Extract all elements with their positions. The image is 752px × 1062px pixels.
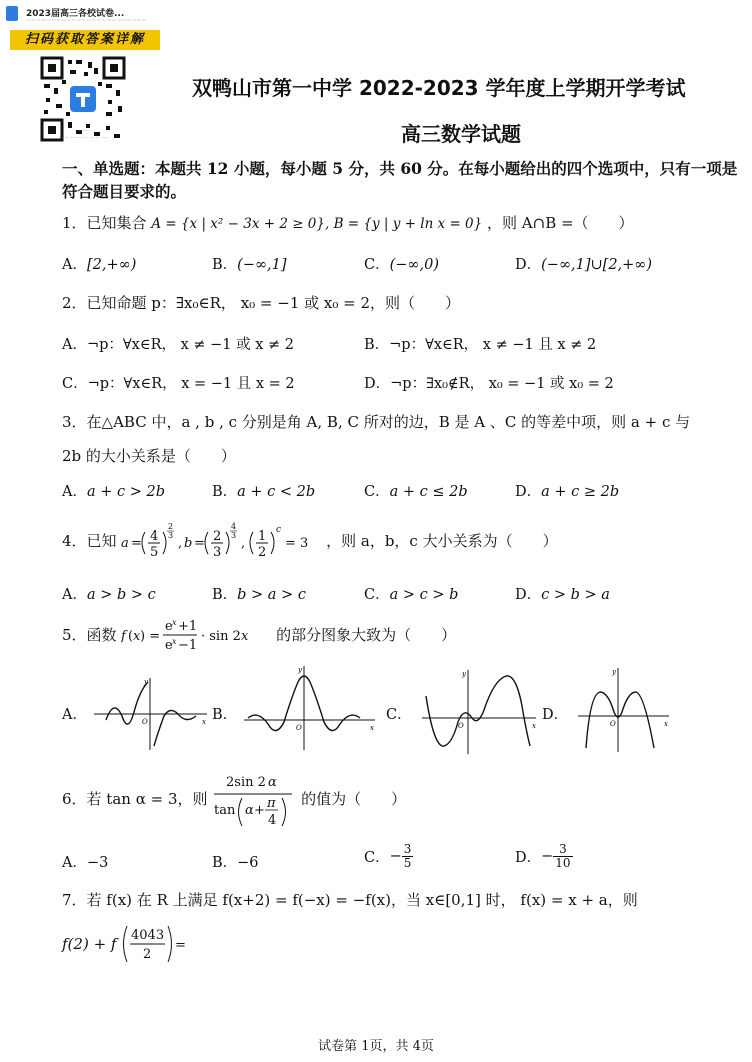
svg-text:+1: +1	[178, 619, 198, 634]
qr-doc-header	[2, 4, 162, 24]
option-text: ¬p：∀x∈R， x ≠ −1 且 x ≠ 2	[389, 337, 597, 353]
option-label: D．	[364, 376, 391, 392]
q2-option-b[interactable]	[364, 333, 596, 354]
svg-text:O: O	[296, 724, 302, 732]
svg-text:1: 1	[258, 529, 267, 544]
svg-text:(: (	[128, 629, 134, 644]
svg-text:4043: 4043	[131, 928, 165, 943]
svg-text:x: x	[133, 629, 141, 644]
svg-text:2: 2	[213, 529, 222, 544]
exam-subtitle: 高三数学试题	[401, 122, 521, 146]
question-4-formula	[121, 520, 321, 564]
svg-text:=: =	[194, 536, 206, 551]
svg-text:) =: ) =	[140, 629, 161, 644]
option-label: D．	[515, 257, 542, 273]
svg-text:3: 3	[168, 531, 174, 540]
svg-text:,: ,	[178, 536, 183, 551]
option-label: C．	[364, 257, 390, 273]
svg-text:4: 4	[150, 529, 159, 544]
option-text: b > a > c	[237, 587, 306, 603]
q5-option-b-graph[interactable]	[240, 662, 380, 752]
option-label: C．	[364, 850, 390, 866]
option-label: A．	[62, 484, 87, 500]
q3-option-d[interactable]	[515, 480, 619, 501]
q5-option-b-label[interactable]: B．	[212, 707, 238, 723]
svg-text:e: e	[165, 638, 174, 653]
question-1-prefix: 1．已知集合	[62, 214, 147, 232]
option-label: A．	[62, 257, 87, 273]
q6-option-a[interactable]	[62, 851, 108, 872]
q4-option-c[interactable]	[364, 583, 458, 604]
option-text: ¬p：∀x∈R， x = −1 且 x = 2	[87, 376, 295, 392]
q1-option-c[interactable]	[364, 253, 439, 274]
q6-option-c[interactable]	[364, 843, 413, 870]
question-3-stem-line2: 2b 的大小关系是（ ）	[62, 447, 236, 465]
q4-option-d[interactable]	[515, 583, 610, 604]
question-7-formula	[121, 922, 191, 966]
svg-text:5: 5	[150, 545, 159, 560]
q3-option-c[interactable]	[364, 480, 468, 501]
page-footer: 试卷第 1页，共 4页	[318, 1039, 434, 1054]
option-label: B．	[212, 587, 238, 603]
option-text: −3	[86, 855, 109, 871]
svg-text:y: y	[298, 666, 302, 674]
q1-option-d[interactable]	[515, 253, 652, 274]
q2-option-c[interactable]	[62, 372, 295, 393]
svg-text:3: 3	[231, 531, 237, 540]
svg-text:2sin 2: 2sin 2	[226, 775, 267, 790]
option-text: ¬p：∀x∈R， x ≠ −1 或 x ≠ 2	[86, 337, 295, 353]
svg-text:+: +	[254, 803, 266, 818]
svg-text:O: O	[458, 722, 464, 730]
question-7-prefix: f(2) + f	[62, 935, 117, 953]
qr-footnote: ······ ·· ·· ······ ·· ·· ·· ····	[59, 128, 109, 142]
option-label: B．	[212, 257, 238, 273]
svg-text:O: O	[142, 718, 148, 726]
svg-text:x: x	[664, 720, 668, 728]
option-text: a + c < 2b	[237, 484, 316, 500]
svg-text:π: π	[267, 796, 276, 811]
option-text: a > c > b	[389, 587, 459, 603]
svg-text:3: 3	[213, 545, 222, 560]
q5-option-c-label[interactable]: C．	[386, 707, 412, 723]
svg-text:a: a	[121, 536, 130, 551]
svg-text:=: =	[131, 536, 143, 551]
question-3-stem-line1: 3．在△ABC 中，a , b , c 分别是角 A, B, C 所对的边，B 是 A 、C 的等差中项，则 a + c 与	[62, 413, 691, 431]
svg-text:f: f	[121, 629, 127, 644]
svg-text:2: 2	[143, 947, 152, 962]
svg-text:4: 4	[231, 522, 237, 531]
section-heading: 一、单选题：本题共 12 小题，每小题 5 分，共 60 分。在每小题给出的四个选项中，只有一项是符合题目要求的。	[62, 159, 738, 201]
option-text: a > b > c	[86, 587, 156, 603]
option-text: [2,+∞)	[86, 257, 137, 273]
exam-title: 双鸭山市第一中学 2022-2023 学年度上学期开学考试	[192, 76, 686, 100]
option-text: −	[389, 848, 402, 865]
option-text: −6	[237, 855, 259, 871]
option-label: C．	[62, 376, 88, 392]
option-label: B．	[212, 484, 238, 500]
option-text: (−∞,1]∪[2,+∞)	[541, 257, 653, 273]
option-label: C．	[364, 587, 390, 603]
question-5-suffix: 的部分图象大致为（ ）	[276, 626, 457, 644]
svg-text:4: 4	[268, 813, 277, 828]
question-7-stem-line2	[62, 922, 191, 966]
question-4-prefix: 4．已知	[62, 532, 117, 550]
option-label: C．	[364, 484, 390, 500]
option-label: D．	[515, 850, 542, 866]
option-label: A．	[62, 855, 87, 871]
svg-text:2: 2	[258, 545, 267, 560]
svg-text:x: x	[241, 629, 249, 644]
svg-text:x: x	[172, 618, 177, 627]
q5-option-a-label[interactable]: A．	[62, 707, 87, 723]
svg-text:y: y	[612, 668, 616, 676]
svg-text:b: b	[184, 536, 193, 551]
q4-option-b[interactable]	[212, 583, 306, 604]
option-text: a + c ≥ 2b	[541, 484, 620, 500]
svg-text:e: e	[165, 619, 174, 634]
question-7-stem-line1: 7．若 f(x) 在 R 上满足 f(x+2) = f(−x) = −f(x)，当 x∈[0,1] 时， f(x) = x + a，则	[62, 891, 638, 909]
q6-option-c-fraction: $\frac{3}{5}$	[403, 842, 412, 870]
question-4-stem	[62, 520, 558, 564]
option-label: A．	[62, 587, 87, 603]
svg-text:x: x	[532, 722, 536, 730]
q3-option-b[interactable]	[212, 480, 315, 501]
option-text: (−∞,1]	[237, 257, 287, 273]
option-text: ¬p：∃x₀∉R， x₀ = −1 或 x₀ = 2	[390, 376, 614, 392]
svg-text:= 3: = 3	[285, 536, 309, 551]
question-1-suffix: ，则 A∩B =（ ）	[487, 214, 634, 232]
svg-text:2: 2	[168, 522, 174, 531]
question-5-prefix: 5．函数	[62, 626, 117, 644]
q3-option-a[interactable]	[62, 480, 165, 501]
question-6-stem	[62, 770, 406, 830]
option-text: a + c ≤ 2b	[389, 484, 468, 500]
question-6-formula	[212, 770, 296, 830]
svg-text:x: x	[172, 637, 177, 646]
q6-option-d[interactable]	[515, 843, 573, 870]
q2-option-a[interactable]	[62, 333, 294, 354]
option-text: (−∞,0)	[389, 257, 439, 273]
option-label: D．	[515, 587, 542, 603]
option-label: B．	[364, 337, 390, 353]
document-icon	[6, 6, 18, 21]
option-text: c > b > a	[541, 587, 610, 603]
q6-option-b[interactable]	[212, 851, 259, 872]
option-text: −	[541, 848, 554, 865]
question-5-stem	[62, 616, 456, 656]
q5-option-d-graph[interactable]	[574, 664, 674, 754]
question-6-suffix: 的值为（ ）	[301, 790, 407, 808]
svg-text:x: x	[370, 724, 374, 732]
svg-text:y: y	[144, 678, 148, 686]
question-1-stem	[62, 212, 634, 233]
question-2-stem: 2．已知命题 p：∃x₀∈R， x₀ = −1 或 x₀ = 2，则（ ）	[62, 294, 461, 312]
svg-text:=: =	[175, 938, 187, 953]
q1-option-a[interactable]	[62, 253, 136, 274]
option-text: a + c > 2b	[86, 484, 165, 500]
svg-text:x: x	[202, 718, 206, 726]
svg-text:−1: −1	[178, 638, 198, 653]
q2-option-d[interactable]	[364, 372, 614, 393]
svg-text:α: α	[245, 803, 255, 818]
svg-text:· sin 2: · sin 2	[201, 629, 242, 644]
q5-option-c-graph[interactable]	[418, 666, 542, 756]
question-6-prefix: 6．若 tan α = 3，则	[62, 790, 208, 808]
svg-text:c: c	[276, 525, 282, 535]
qr-doc-subline: ~~~~~~~~~~~~~~~~~~~~~~~~	[26, 17, 147, 24]
q1-option-b[interactable]	[212, 253, 287, 274]
option-label: D．	[515, 484, 542, 500]
svg-text:y: y	[462, 670, 466, 678]
q5-option-a-graph[interactable]	[92, 672, 212, 752]
qr-doc-title: 2023届高三各校试卷...	[26, 9, 125, 19]
svg-text:tan: tan	[214, 803, 236, 818]
question-4-suffix: ，则 a，b，c 大小关系为（ ）	[326, 532, 558, 550]
option-label: A．	[62, 337, 87, 353]
svg-text:,: ,	[241, 536, 246, 551]
question-5-formula	[121, 616, 271, 656]
q4-option-a[interactable]	[62, 583, 156, 604]
q6-option-d-fraction: $\frac{3}{10}$	[555, 842, 571, 870]
qr-banner: 扫码获取答案详解	[10, 30, 160, 50]
question-1-math: A = {x | x² − 3x + 2 ≥ 0}, B = {y | y + ln x = 0}	[151, 216, 483, 232]
option-label: B．	[212, 855, 238, 871]
svg-text:α: α	[268, 775, 278, 790]
q5-option-d-label[interactable]: D．	[542, 707, 569, 723]
svg-text:O: O	[610, 720, 616, 728]
